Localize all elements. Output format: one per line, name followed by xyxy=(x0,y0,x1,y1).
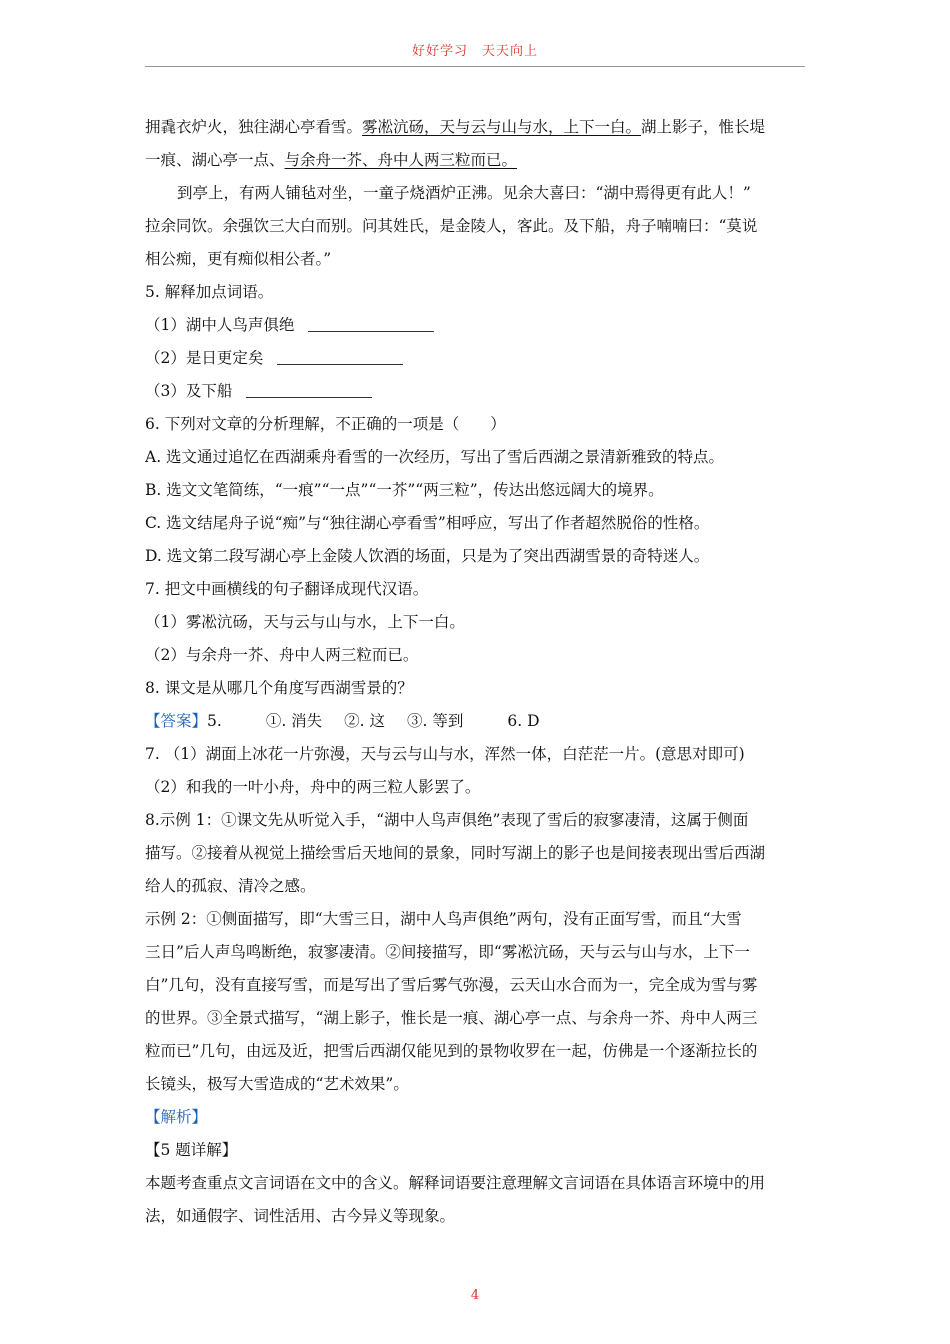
answer-8-line: 8.示例 1：①课文先从听觉入手，“湖中人鸟声俱绝”表现了雪后的寂寥凄清，这属于侧面 xyxy=(145,811,749,829)
answer-6: 6. D xyxy=(507,712,540,730)
analysis-q5-text: 本题考查重点文言词语在文中的含义。解释词语要注意理解文言词语在具体语言环境中的用 xyxy=(145,1174,766,1192)
question-7-item: （1）雾凇沆砀，天与云与山与水，上下一白。 xyxy=(145,613,465,631)
question-5-item xyxy=(145,309,807,342)
question-6: 6. 下列对文章的分析理解，不正确的一项是（ ） xyxy=(145,415,506,433)
passage-line: 拉余同饮。余强饮三大白而别。问其姓氏，是金陵人，客此。及下船，舟子喃喃曰：“莫说 xyxy=(145,217,758,235)
question-6-option-a: A. 选文通过追忆在西湖乘舟看雪的一次经历，写出了雪后西湖之景清新雅致的特点。 xyxy=(145,448,725,466)
page-number: 4 xyxy=(470,1288,480,1303)
answer-8-line: 示例 2：①侧面描写，即“大雪三日，湖中人鸟声俱绝”两句，没有正面写雪，而且“大雪 xyxy=(145,910,742,928)
question-5-item xyxy=(145,375,807,408)
question-5: 5. 解释加点词语。 xyxy=(145,283,274,301)
answer-5-3: ③. 等到 xyxy=(407,712,464,730)
passage-line xyxy=(145,144,807,177)
passage-text: 湖上影子，惟长堤 xyxy=(641,118,766,136)
question-6-option-d: D. 选文第二段写湖心亭上金陵人饮酒的场面，只是为了突出西湖雪景的奇特迷人。 xyxy=(145,547,710,565)
question-8: 8. 课文是从哪几个角度写西湖雪景的？ xyxy=(145,679,413,697)
passage-line xyxy=(145,111,807,144)
analysis-label: 【解析】 xyxy=(145,1108,208,1126)
answer-5-2: ②. 这 xyxy=(344,712,386,730)
answer-blank xyxy=(246,379,372,398)
answer-7-1: 7. （1）湖面上冰花一片弥漫，天与云与山与水，浑然一体，白茫茫一片。(意思对即可) xyxy=(145,745,745,763)
question-7: 7. 把文中画横线的句子翻译成现代汉语。 xyxy=(145,580,429,598)
passage-line: 到亭上，有两人铺毡对坐，一童子烧酒炉正沸。见余大喜曰：“湖中焉得更有此人！” xyxy=(177,184,751,202)
underlined-sentence-1: 雾凇沆砀，天与云与山与水，上下一白。 xyxy=(362,118,642,136)
question-6-option-c: C. 选文结尾舟子说“痴”与“独往湖心亭看雪”相呼应，写出了作者超然脱俗的性格。 xyxy=(145,514,710,532)
question-6-option-b: B. 选文文笔简练，“一痕”“一点”“一芥”“两三粒”，传达出悠远阔大的境界。 xyxy=(145,481,664,499)
answer-8-line: 白”几句，没有直接写雪，而是写出了雪后雾气弥漫，云天山水合而为一，完全成为雪与雾 xyxy=(145,976,758,994)
header-divider xyxy=(145,66,805,67)
analysis-q5-text: 法，如通假字、词性活用、古今异义等现象。 xyxy=(145,1207,456,1225)
analysis-q5-heading: 【5 题详解】 xyxy=(145,1141,238,1159)
page-header: 好好学习 天天向上 xyxy=(411,44,538,59)
answer-label: 【答案】 xyxy=(145,712,208,730)
answer-blank xyxy=(308,313,434,332)
question-5-item-text: （3）及下船 xyxy=(145,382,233,400)
answer-5-prefix: 5. xyxy=(207,712,222,730)
answer-8-line: 给人的孤寂、清冷之感。 xyxy=(145,877,316,895)
answer-8-line: 粒而已”几句，由远及近，把雪后西湖仅能见到的景物收罗在一起，仿佛是一个逐渐拉长的 xyxy=(145,1042,758,1060)
question-5-item-text: （1）湖中人鸟声俱绝 xyxy=(145,316,295,334)
answer-7-2: （2）和我的一叶小舟，舟中的两三粒人影罢了。 xyxy=(145,778,481,796)
underlined-sentence-2: 与余舟一芥、舟中人两三粒而已。 xyxy=(284,151,518,169)
answer-8-line: 描写。②接着从视觉上描绘雪后天地间的景象，同时写湖上的影子也是间接表现出雪后西湖 xyxy=(145,844,766,862)
answer-5-1: ①. 消失 xyxy=(265,712,323,730)
answer-line xyxy=(145,705,807,738)
answer-blank xyxy=(277,346,403,365)
answer-8-line: 长镜头，极写大雪造成的“艺术效果”。 xyxy=(145,1075,409,1093)
passage-text: 拥毳衣炉火，独往湖心亭看雪。 xyxy=(145,118,363,136)
question-7-item: （2）与余舟一芥、舟中人两三粒而已。 xyxy=(145,646,419,664)
answer-8-line: 的世界。③全景式描写，“湖上影子，惟长是一痕、湖心亭一点、与余舟一芥、舟中人两三 xyxy=(145,1009,758,1027)
question-5-item xyxy=(145,342,807,375)
passage-line: 相公痴，更有痴似相公者。” xyxy=(145,250,332,268)
passage-text: 一痕、湖心亭一点、 xyxy=(145,151,285,169)
answer-8-line: 三日”后人声鸟鸣断绝，寂寥凄清。②间接描写，即“雾凇沆砀，天与云与山与水，上下一 xyxy=(145,943,750,961)
document-body xyxy=(145,111,807,1233)
question-5-item-text: （2）是日更定矣 xyxy=(145,349,264,367)
